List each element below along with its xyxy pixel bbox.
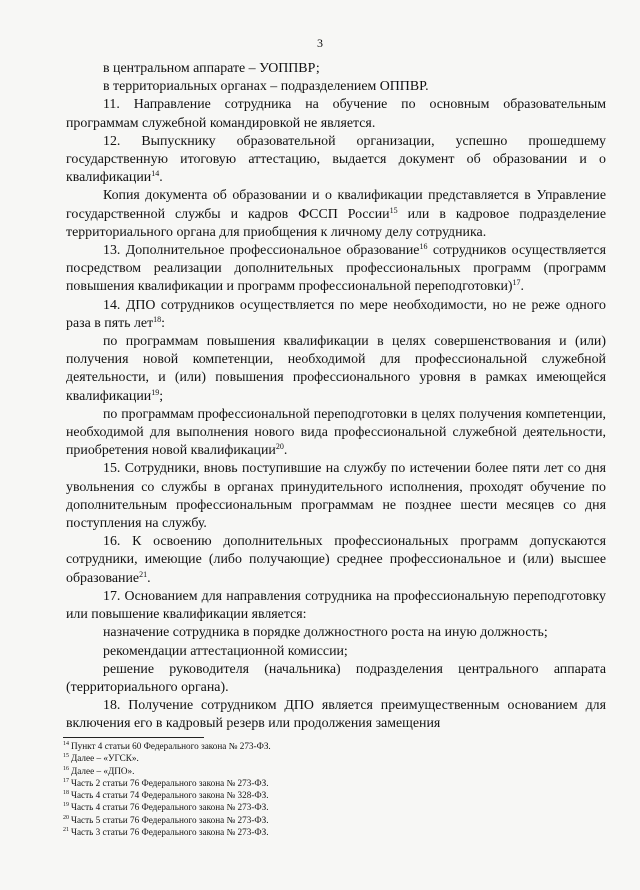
paragraph: Копия документа об образовании и о квалификации представляется в Управление государственной службы и кадров ФССП России$^{15}$ или в кадровое подразделение территориального органа для приобщения к личному делу сотрудника.	[66, 188, 606, 240]
page-number: 3	[317, 36, 323, 50]
footnote-ref: 14	[151, 169, 160, 179]
paragraph: 16. К освоению дополнительных профессиональных программ допускаются сотрудники, имеющие (либо получающие) среднее профессиональное и (или) высшее образование$^{21}$.	[66, 534, 606, 586]
paragraph: 18. Получение сотрудником ДПО является преимущественным основанием для включения его в кадровый резерв или продолжения замещения	[66, 698, 606, 732]
paragraph: 13. Дополнительное профессиональное образование$^{16}$ сотрудников осуществляется посредством реализации дополнительных профессиональных программ (программ повышения квалификации и программ профессиональной переподготовки)$^{17}$.	[66, 242, 606, 295]
paragraph: в территориальных органах – подразделением ОППВР.	[103, 79, 429, 95]
footnote-ref: 20	[275, 442, 284, 452]
footnote-ref: 21	[139, 569, 148, 579]
footnote: $^{17}$ Часть 2 статьи 76 Федерального закона № 273-ФЗ.	[63, 777, 269, 788]
footnote: $^{14}$ Пункт 4 статьи 60 Федерального закона № 273-ФЗ.	[63, 741, 271, 751]
footnote-ref: 18	[153, 314, 162, 324]
paragraph: по программам профессиональной переподготовки в целях получения компетенции, необходимой для выполнения нового вида профессиональной служебной деятельности, приобретения новой квалификации$^{20}$.	[66, 406, 606, 459]
footnote: $^{21}$ Часть 3 статьи 76 Федерального закона № 273-ФЗ.	[63, 827, 269, 838]
paragraph: решение руководителя (начальника) подразделения центрального аппарата (территориального органа).	[66, 661, 606, 695]
paragraph: по программам повышения квалификации в целях совершенствования и (или) получения новой компетенции, необходимой для профессиональной служебной деятельности, и (или) повышения профессионального уровня в рамках имеющейся квалификации$^{19}$;	[66, 334, 606, 404]
footnote: $^{20}$ Часть 5 статьи 76 Федерального закона № 273-ФЗ.	[63, 814, 269, 825]
paragraph: 14. ДПО сотрудников осуществляется по мере необходимости, но не реже одного раза в пять лет$^{18}$:	[66, 297, 606, 331]
footnotes	[63, 740, 463, 838]
footnote-separator	[63, 737, 204, 738]
footnote-ref: 17	[512, 278, 521, 288]
footnote: $^{18}$ Часть 4 статьи 74 Федерального закона № 328-ФЗ.	[63, 790, 269, 801]
footnote-ref: 15	[389, 205, 398, 215]
paragraph: 12. Выпускнику образовательной организации, успешно прошедшему государственную итоговую аттестацию, выдается документ об образовании и о квалификации$^{14}$.	[66, 133, 606, 186]
footnote: $^{19}$ Часть 4 статьи 76 Федерального закона № 273-ФЗ.	[63, 802, 269, 813]
paragraph: рекомендации аттестационной комиссии;	[103, 643, 348, 659]
paragraph: 11. Направление сотрудника на обучение по основным образовательным программам служебной командировкой не является.	[66, 97, 606, 131]
footnote: $^{16}$ Далее – «ДПО».	[63, 765, 135, 776]
footnote-ref: 16	[419, 242, 428, 252]
paragraph: в центральном аппарате – УОППВР;	[103, 61, 320, 76]
footnote-ref: 19	[151, 387, 160, 397]
document-body	[66, 60, 606, 734]
paragraph: назначение сотрудника в порядке должностного роста на иную должность;	[103, 625, 548, 641]
paragraph: 15. Сотрудники, вновь поступившие на службу по истечении более пяти лет со дня увольнения со службы в органах принудительного исполнения, проходят обучение по дополнительным профессиональным программам не позднее шести месяцев со дня поступления на службу.	[66, 461, 606, 532]
paragraph: 17. Основанием для направления сотрудника на профессиональную переподготовку или повышение квалификации является:	[66, 588, 606, 623]
footnote: $^{15}$ Далее – «УГСК».	[63, 753, 139, 764]
